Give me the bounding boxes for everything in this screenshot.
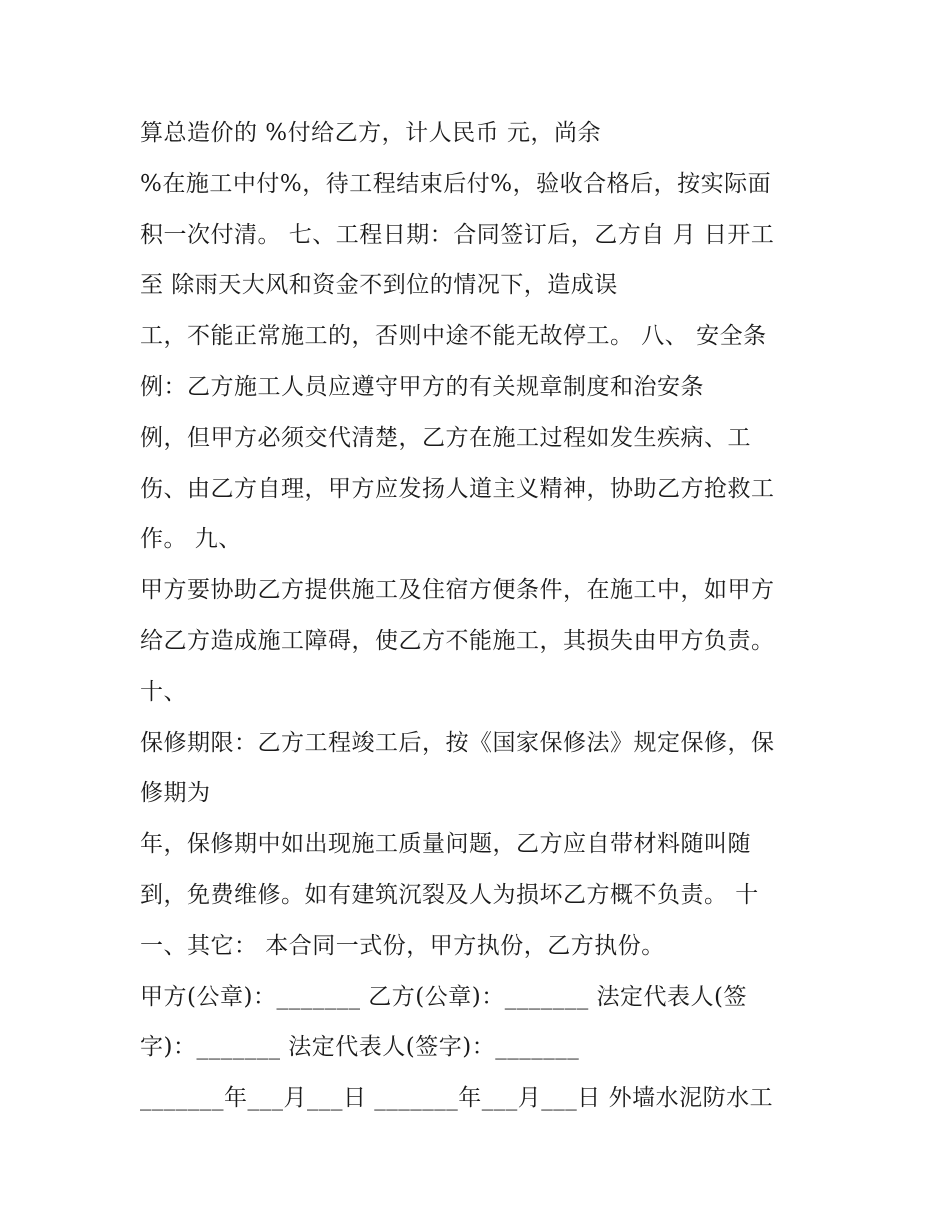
- text-line: 例，但甲方必须交代清楚，乙方在施工过程如发生疾病、工: [140, 424, 751, 451]
- text-line: 积一次付清。 七、工程日期：合同签订后，乙方自 月 日开工: [140, 221, 775, 248]
- signature-line: 甲方(公章)：_______ 乙方(公章)：_______ 法定代表人(签: [140, 983, 747, 1010]
- text-line: 给乙方造成施工障碍，使乙方不能施工，其损失由甲方负责。: [140, 627, 775, 654]
- text-line: %在施工中付%，待工程结束后付%，验收合格后，按实际面: [140, 170, 772, 197]
- date-line: _______年___月___日 _______年___月___日 外墙水泥防水工: [140, 1085, 774, 1112]
- contract-body: [140, 108, 830, 1124]
- text-line: 伤、由乙方自理，甲方应发扬人道主义精神，协助乙方抢救工: [140, 475, 775, 502]
- text-line: 到，免费维修。如有建筑沉裂及人为损坏乙方概不负责。 十: [140, 881, 759, 908]
- text-line: 甲方要协助乙方提供施工及住宿方便条件，在施工中，如甲方: [140, 577, 775, 604]
- text-line: 工，不能正常施工的，否则中途不能无故停工。 八、 安全条: [140, 323, 767, 350]
- text-line: 至 除雨天大风和资金不到位的情况下，造成误: [140, 272, 618, 299]
- text-line: 年，保修期中如出现施工质量问题，乙方应自带材料随叫随: [140, 831, 751, 858]
- text-line: 十、: [140, 678, 187, 705]
- text-line: 作。 九、: [140, 526, 242, 553]
- text-line: 保修期限：乙方工程竣工后，按《国家保修法》规定保修，保: [140, 729, 775, 756]
- signature-line: 字)：_______ 法定代表人(签字)：_______: [140, 1034, 580, 1061]
- text-line: 算总造价的 %付给乙方，计人民币 元，尚余: [140, 120, 601, 146]
- text-line: 例：乙方施工人员应遵守甲方的有关规章制度和治安条: [140, 373, 704, 400]
- text-line: 一、其它： 本合同一式份，甲方执份，乙方执份。: [140, 932, 665, 959]
- text-line: 修期为: [140, 780, 211, 807]
